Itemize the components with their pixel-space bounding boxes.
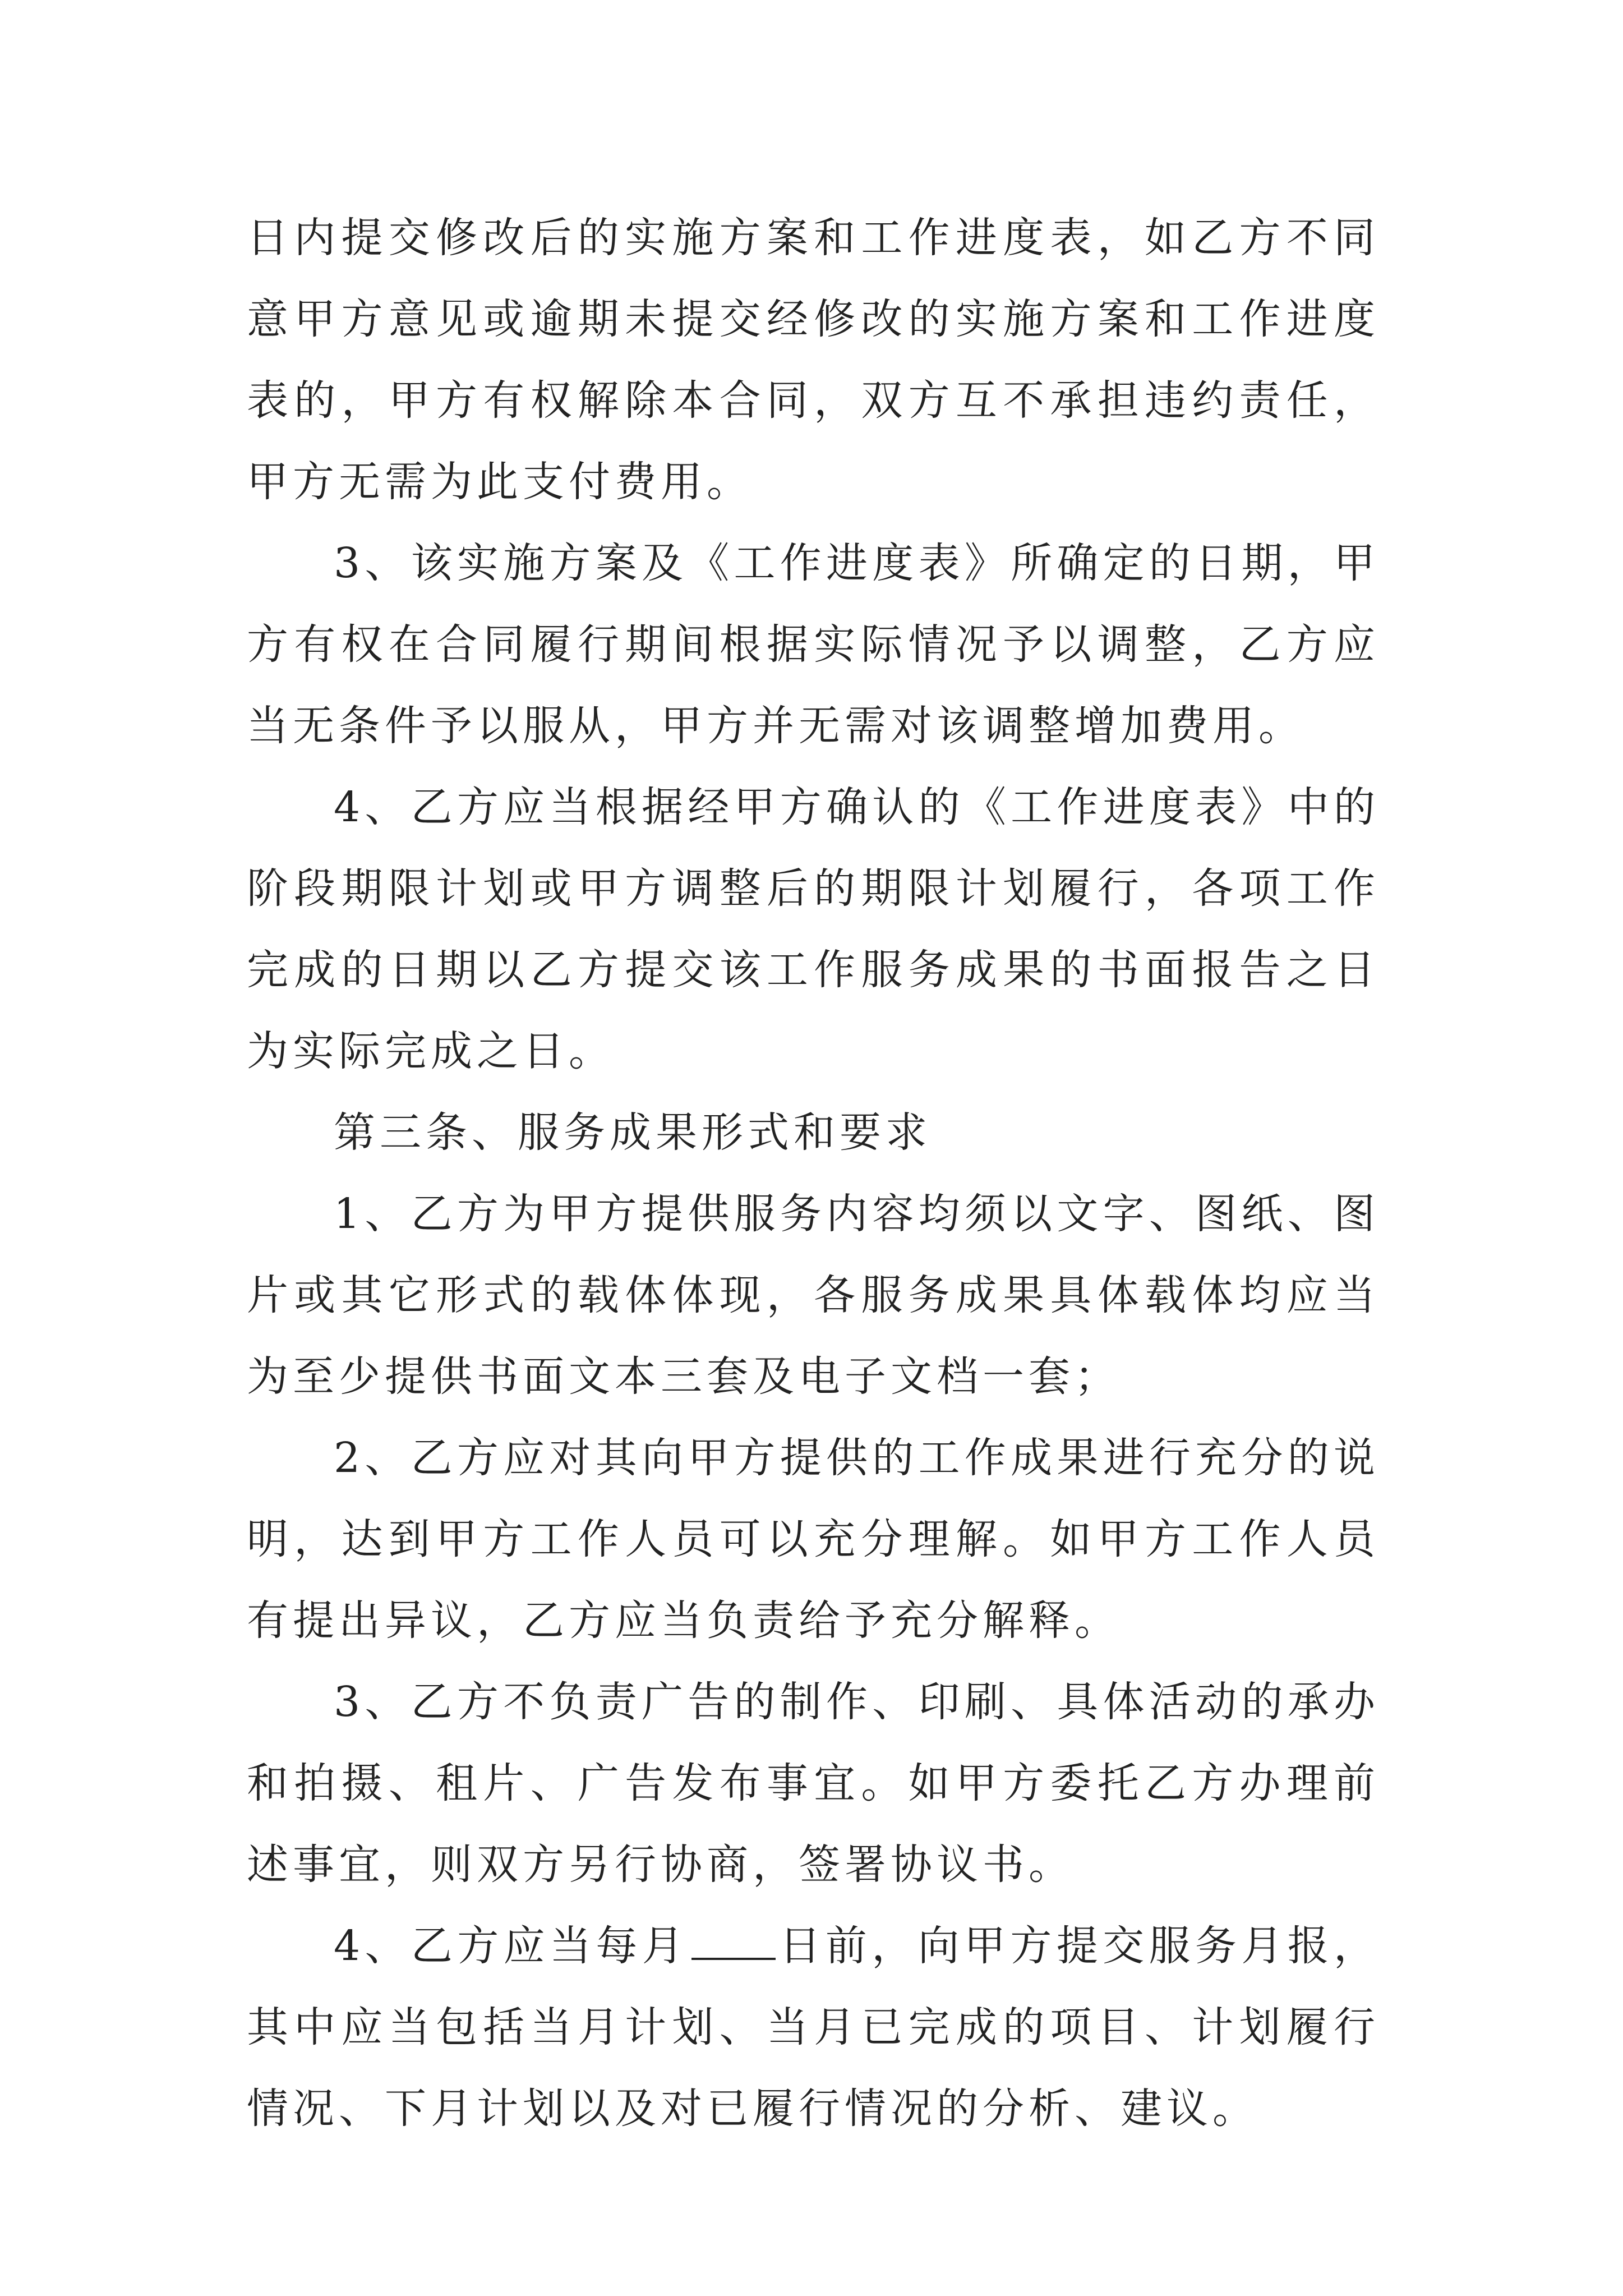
fill-in-blank-day bbox=[691, 1918, 776, 1960]
paragraph-item-3-exclusions: 3、乙方不负责广告的制作、印刷、具体活动的承办和拍摄、租片、广告发布事宜。如甲方委托乙方办理前述事宜，则双方另行协商，签署协议书。 bbox=[247, 1678, 1380, 1889]
paragraph-item-3-schedule-adjustment: 3、该实施方案及《工作进度表》所确定的日期，甲方有权在合同履行期间根据实际情况予以调整，乙方应当无条件予以服从，甲方并无需对该调整增加费用。 bbox=[247, 539, 1380, 750]
paragraph-item-4-completion-date: 4、乙方应当根据经甲方确认的《工作进度表》中的阶段期限计划或甲方调整后的期限计划履行，各项工作完成的日期以乙方提交该工作服务成果的书面报告之日为实际完成之日。 bbox=[247, 783, 1380, 1075]
monthly-report-rest-text: 日前，向甲方提交服务月报，其中应当包括当月计划、当月已完成的项目、计划履行情况、下月计划以及对已履行情况的分析、建议。 bbox=[247, 1922, 1380, 2133]
document-body bbox=[247, 197, 1380, 2150]
paragraph-item-2-explanation: 2、乙方应对其向甲方提供的工作成果进行充分的说明，达到甲方工作人员可以充分理解。如甲方工作人员有提出异议，乙方应当负责给予充分解释。 bbox=[247, 1434, 1380, 1645]
section-heading-article-3: 第三条、服务成果形式和要求 bbox=[334, 1108, 932, 1157]
paragraph-continuation: 日内提交修改后的实施方案和工作进度表，如乙方不同意甲方意见或逾期未提交经修改的实施方案和工作进度表的，甲方有权解除本合同，双方互不承担违约责任，甲方无需为此支付费用。 bbox=[247, 214, 1380, 506]
monthly-report-lead-text: 4、乙方应当每月 bbox=[334, 1922, 689, 1970]
paragraph-item-1-deliverable-format: 1、乙方为甲方提供服务内容均须以文字、图纸、图片或其它形式的载体体现，各服务成果具体载体均应当为至少提供书面文本三套及电子文档一套； bbox=[247, 1190, 1380, 1401]
paragraph-item-4-monthly-report bbox=[247, 1906, 1380, 2150]
